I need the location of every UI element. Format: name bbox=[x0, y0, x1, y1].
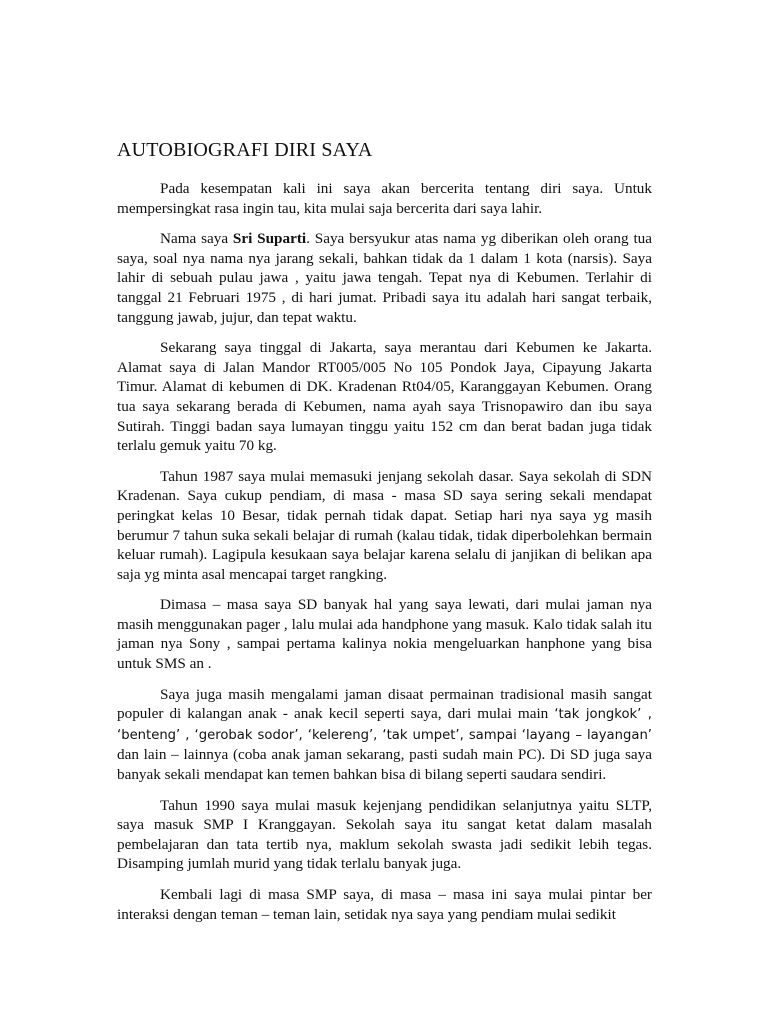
paragraph-smp-era: Kembali lagi di masa SMP saya, di masa – masa ini saya mulai pintar ber interaksi dengan teman – teman lain, setidak nya saya yang pendiam mulai sedikit bbox=[117, 886, 652, 923]
document-title: AUTOBIOGRAFI DIRI SAYA bbox=[117, 139, 373, 161]
paragraph-sd-era: Dimasa – masa saya SD banyak hal yang saya lewati, dari mulai jaman nya masih menggunakan pager , lalu mulai ada handphone yang masuk. Kalo tidak salah itu jaman nya Sony , sampai pertama kalinya nokia mengeluarkan hanphone yang bisa untuk SMS an . bbox=[117, 596, 652, 673]
paragraph-intro: Pada kesempatan kali ini saya akan bercerita tentang diri saya. Untuk mempersingkat rasa ingin tau, kita mulai saja bercerita dari saya lahir. bbox=[117, 180, 652, 217]
paragraph-traditional-games bbox=[117, 685, 652, 785]
paragraph-name-pre: Nama saya bbox=[160, 230, 233, 248]
paragraph-junior-high: Tahun 1990 saya mulai masuk kejenjang pendidikan selanjutnya yaitu SLTP, saya masuk SMP I Kranggayan. Sekolah saya itu sangat ketat dalam masalah pembelajaran dan tata tertib nya, maklum sekolah swasta jadi sedikit lebih tegas. Disamping jumlah murid yang tidak terlalu banyak juga. bbox=[117, 796, 652, 873]
paragraph-residence: Sekarang saya tinggal di Jakarta, saya merantau dari Kebumen ke Jakarta. Alamat saya di Jalan Mandor RT005/005 No 105 Pondok Jaya, Cipayung Jakarta Timur. Alamat di kebumen di DK. Kradenan Rt04/05, Karanggayan Kebumen. Orang tua saya sekarang berada di Kebumen, nama ayah saya Trisnopawiro dan ibu saya Sutirah. Tinggi badan saya lumayan tinggu yaitu 152 cm dan berat badan juga tidak terlalu gemuk yaitu 70 kg. bbox=[117, 339, 652, 455]
document-page bbox=[117, 135, 652, 935]
paragraph-name bbox=[117, 229, 652, 327]
paragraph-name-post: . Saya bersyukur atas nama yg diberikan oleh orang tua saya, soal nya nama nya jarang sekali, bahkan tidak da 1 dalam 1 kota (narsis). Saya lahir di sebuah pulau jawa , yaitu jawa tengah. Tepat nya di Kebumen. Terlahir di tanggal 21 Februari 1975 , di hari jumat. Pribadi saya itu adalah hari sangat terbaik, tanggung jawab, jujur, dan tepat waktu. bbox=[117, 230, 653, 326]
person-name: Sri Suparti bbox=[232, 230, 307, 248]
paragraph-elementary-school: Tahun 1987 saya mulai memasuki jenjang sekolah dasar. Saya sekolah di SDN Kradenan. Saya cukup pendiam, di masa - masa SD saya sering sekali mendapat peringkat kelas 10 Besar, tidak pernah tidak dapat. Setiap hari nya saya yg masih berumur 7 tahun suka sekali belajar di rumah (kalau tidak, tidak diperbolehkan bermain keluar rumah). Lagipula kesukaan saya belajar karena selalu di janjikan di belikan apa saja yg minta asal mencapai target rangking. bbox=[117, 467, 652, 583]
traditional-games-intro: Saya juga masih mengalami jaman disaat permainan tradisional masih sangat populer di kalangan anak - anak kecil seperti saya, dari mulai main bbox=[117, 685, 652, 723]
traditional-games-outro: dan lain – lainnya (coba anak jaman sekarang, pasti sudah main PC). Di SD juga saya banyak sekali mendapat kan temen bahkan bisa di bilang seperti saudara sendiri. bbox=[117, 746, 652, 784]
traditional-games-list: ‘tak jongkok’ , ‘benteng’ , ‘gerobak sodor’, ‘kelereng’, ‘tak umpet’, sampai ‘layang – layangan’ bbox=[117, 707, 652, 743]
